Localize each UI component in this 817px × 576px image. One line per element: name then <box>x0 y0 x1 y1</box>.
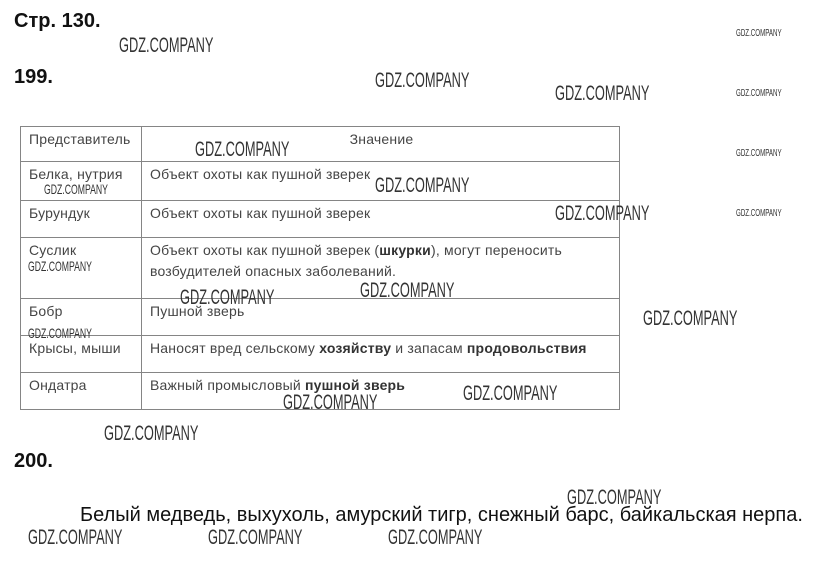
table-row <box>21 162 620 201</box>
table-row <box>21 238 620 299</box>
task-199-table-container <box>20 126 619 409</box>
watermark: GDZ.COMPANY <box>119 34 214 57</box>
table-row <box>21 299 620 336</box>
watermark: GDZ.COMPANY <box>388 526 483 549</box>
meaning-cell <box>142 201 620 238</box>
watermark: GDZ.COMPANY <box>736 87 782 99</box>
meaning-text: Наносят вред сельскому <box>150 340 320 356</box>
watermark: GDZ.COMPANY <box>44 181 108 197</box>
meaning-text: Объект охоты как пушной зверек <box>150 205 371 221</box>
watermark: GDZ.COMPANY <box>736 147 782 159</box>
watermark: GDZ.COMPANY <box>208 526 303 549</box>
table-row <box>21 336 620 373</box>
watermark: GDZ.COMPANY <box>28 325 92 341</box>
watermark: GDZ.COMPANY <box>555 202 650 225</box>
watermark: GDZ.COMPANY <box>375 174 470 197</box>
watermark: GDZ.COMPANY <box>28 526 123 549</box>
meaning-text: ), могут переносить <box>430 242 562 258</box>
meaning-text-emphasis: продовольствия <box>466 340 587 356</box>
meaning-cell <box>142 336 620 373</box>
meaning-text-emphasis: хозяйству <box>319 340 392 356</box>
answer-table <box>20 126 620 410</box>
watermark: GDZ.COMPANY <box>555 82 650 105</box>
watermark: GDZ.COMPANY <box>736 27 782 39</box>
meaning-text: Объект охоты как пушной зверек <box>150 166 371 182</box>
meaning-text-emphasis: пушной зверь <box>304 377 406 393</box>
watermark: GDZ.COMPANY <box>567 486 662 509</box>
page-number-heading: Стр. 130. <box>14 10 101 32</box>
watermark: GDZ.COMPANY <box>463 382 558 405</box>
meaning-text: возбудителей опасных заболеваний. <box>150 263 397 279</box>
watermark: GDZ.COMPANY <box>180 286 275 309</box>
task-200-answer: Белый медведь, выхухоль, амурский тигр, снежный барс, байкальская нерпа. <box>80 504 803 526</box>
task-200-number: 200. <box>14 450 53 472</box>
representative-cell: Белка, нутрия <box>21 162 142 201</box>
watermark: GDZ.COMPANY <box>28 258 92 274</box>
meaning-text: и запасам <box>391 340 467 356</box>
task-199-number: 199. <box>14 66 53 88</box>
watermark: GDZ.COMPANY <box>375 69 470 92</box>
watermark: GDZ.COMPANY <box>736 207 782 219</box>
watermark: GDZ.COMPANY <box>104 422 199 445</box>
representative-cell: Суслик <box>21 238 142 299</box>
watermark: GDZ.COMPANY <box>283 391 378 414</box>
table-header-row <box>21 127 620 162</box>
watermark: GDZ.COMPANY <box>643 307 738 330</box>
representative-cell: Крысы, мыши <box>21 336 142 373</box>
header-meaning: Значение <box>142 127 620 162</box>
representative-cell: Ондатра <box>21 373 142 410</box>
representative-cell: Бурундук <box>21 201 142 238</box>
watermark: GDZ.COMPANY <box>360 279 455 302</box>
table-row <box>21 201 620 238</box>
meaning-text-emphasis: шкурки <box>379 242 431 258</box>
header-representative: Представитель <box>21 127 142 162</box>
representative-cell: Бобр <box>21 299 142 336</box>
meaning-text: Объект охоты как пушной зверек ( <box>150 242 380 258</box>
meaning-text: Важный промысловый <box>150 377 305 393</box>
meaning-text: Пушной зверь <box>150 303 245 319</box>
watermark: GDZ.COMPANY <box>195 138 290 161</box>
